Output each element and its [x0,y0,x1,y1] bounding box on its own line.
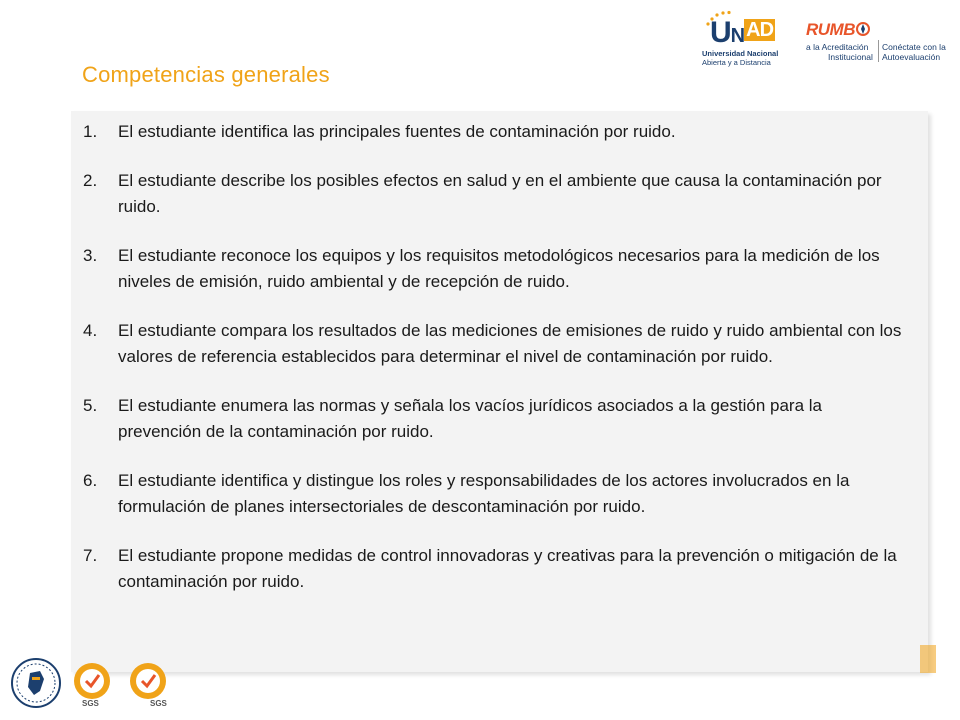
list-item [83,119,903,145]
rumbo-right-line1: Conéctate con la [882,42,946,52]
item-number: 6. [83,471,98,490]
sgs-label-2: SGS [150,699,167,708]
unad-ad: AD [746,19,774,41]
item-number: 5. [83,396,98,415]
rumbo-divider [878,40,879,62]
item-text: El estudiante compara los resultados de las mediciones de emisiones de ruido y ruido ambiental con los valores de referencia establecidos para determinar el nivel de contaminación por ruido. [118,321,902,366]
item-text: El estudiante enumera las normas y señala los vacíos jurídicos asociados a la gestión para la prevención de la contaminación por ruido. [118,396,822,441]
competencias-panel [71,111,928,672]
unad-u: U [710,16,731,49]
colombia-seal-icon [10,657,62,709]
unad-line1: Universidad Nacional [702,49,779,58]
item-number: 4. [83,321,98,340]
item-text: El estudiante describe los posibles efectos en salud y en el ambiente que causa la contaminación por ruido. [118,171,882,216]
rumbo-left-line2: Institucional [828,52,873,62]
item-number: 7. [83,546,98,565]
competencias-list [83,119,903,595]
slide-title: Competencias generales [82,62,330,87]
item-number: 2. [83,171,98,190]
rumbo-text: RUMB [806,20,855,39]
unad-line2: Abierta y a Distancia [702,58,771,67]
rumbo-wordmark [806,20,871,40]
rumbo-right-line2: Autoevaluación [882,52,941,62]
list-item [83,543,903,595]
item-text: El estudiante identifica las principales fuentes de contaminación por ruido. [118,122,676,141]
rumbo-logo [806,20,956,70]
rumbo-left-line1: a la Acreditación [806,42,869,52]
list-item [83,168,903,220]
list-item [83,318,903,370]
item-text: El estudiante identifica y distingue los roles y responsabilidades de los actores involucrados en la formulación de planes intersectoriales de descontaminación por ruido. [118,471,850,516]
unad-n: N [730,25,745,47]
unad-wordmark [710,16,775,50]
list-item [83,468,903,520]
item-number: 1. [83,122,98,141]
sgs-label-1: SGS [82,699,99,708]
item-text: El estudiante reconoce los equipos y los requisitos metodológicos necesarios para la medición de los niveles de emisión, ruido ambiental y de recepción de ruido. [118,246,880,291]
list-item [83,243,903,295]
certification-seals [10,655,180,715]
unad-logo [698,10,782,70]
item-text: El estudiante propone medidas de control innovadoras y creativas para la prevención o mitigación de la contaminación por ruido. [118,546,897,591]
corner-accent [920,645,936,673]
item-number: 3. [83,246,98,265]
compass-icon [855,21,871,37]
list-item [83,393,903,445]
